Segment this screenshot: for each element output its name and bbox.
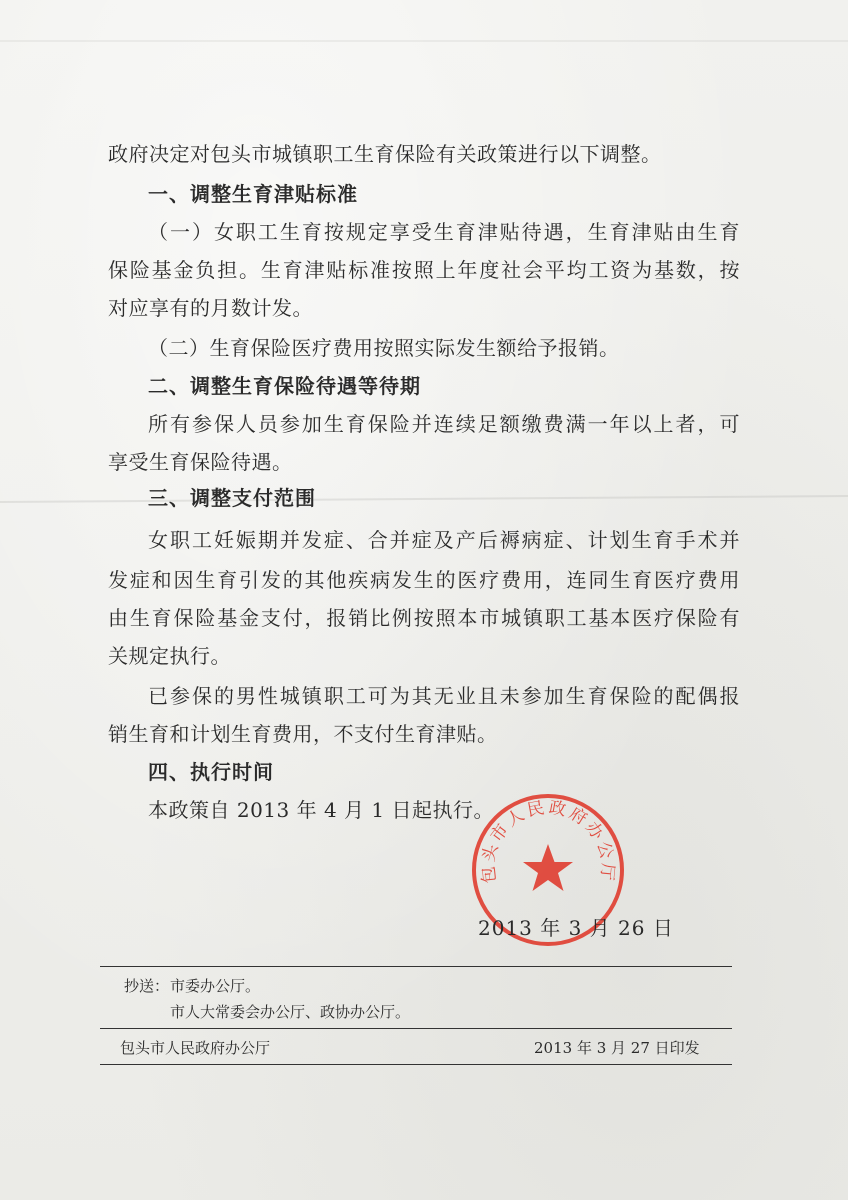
section-heading-2: 二、调整生育保险待遇等待期 bbox=[148, 374, 421, 398]
paragraph-line: 女职工妊娠期并发症、合并症及产后褥病症、计划生育手术并 bbox=[148, 528, 740, 552]
paragraph-line: 本政策自 2013 年 4 月 1 日起执行。 bbox=[148, 798, 494, 822]
paragraph-line: （二）生育保险医疗费用按照实际发生额给予报销。 bbox=[148, 336, 620, 360]
paragraph-line: 销生育和计划生育费用，不支付生育津贴。 bbox=[108, 722, 498, 746]
section-heading-4: 四、执行时间 bbox=[148, 760, 274, 784]
print-date: 2013 年 3 月 27 日印发 bbox=[534, 1039, 700, 1057]
cc-recipient: 市委办公厅。 bbox=[170, 977, 261, 995]
section-heading-3: 三、调整支付范围 bbox=[148, 486, 316, 510]
cc-recipient: 市人大常委会办公厅、政协办公厅。 bbox=[170, 1003, 411, 1021]
intro-text: 政府决定对包头市城镇职工生育保险有关政策进行以下调整。 bbox=[108, 142, 662, 166]
paragraph-line: 关规定执行。 bbox=[108, 644, 231, 668]
paragraph-line: 发症和因生育引发的其他疾病发生的医疗费用，连同生育医疗费用 bbox=[108, 568, 740, 592]
seal-text: 包头市人民政府办公厅 bbox=[478, 797, 618, 885]
section-heading-1: 一、调整生育津贴标准 bbox=[148, 182, 358, 206]
paper-crease bbox=[0, 495, 848, 503]
paragraph-line: （一）女职工生育按规定享受生育津贴待遇，生育津贴由生育 bbox=[148, 220, 740, 244]
divider bbox=[100, 1028, 732, 1029]
cc-label: 抄送： bbox=[124, 977, 170, 995]
paragraph-line: 享受生育保险待遇。 bbox=[108, 450, 293, 474]
divider bbox=[100, 966, 732, 967]
paragraph-line: 由生育保险基金支付，报销比例按照本市城镇职工基本医疗保险有 bbox=[108, 606, 740, 630]
sign-date: 2013 年 3 月 26 日 bbox=[478, 916, 674, 940]
paragraph-line: 已参保的男性城镇职工可为其无业且未参加生育保险的配偶报 bbox=[148, 684, 740, 708]
paper-crease bbox=[0, 40, 848, 42]
paragraph-line: 保险基金负担。生育津贴标准按照上年度社会平均工资为基数，按 bbox=[108, 258, 740, 282]
paragraph-line: 对应享有的月数计发。 bbox=[108, 296, 313, 320]
seal-star bbox=[523, 844, 573, 891]
paragraph-line: 所有参保人员参加生育保险并连续足额缴费满一年以上者，可 bbox=[148, 412, 740, 436]
divider bbox=[100, 1064, 732, 1065]
issuer-name: 包头市人民政府办公厅 bbox=[120, 1039, 271, 1057]
